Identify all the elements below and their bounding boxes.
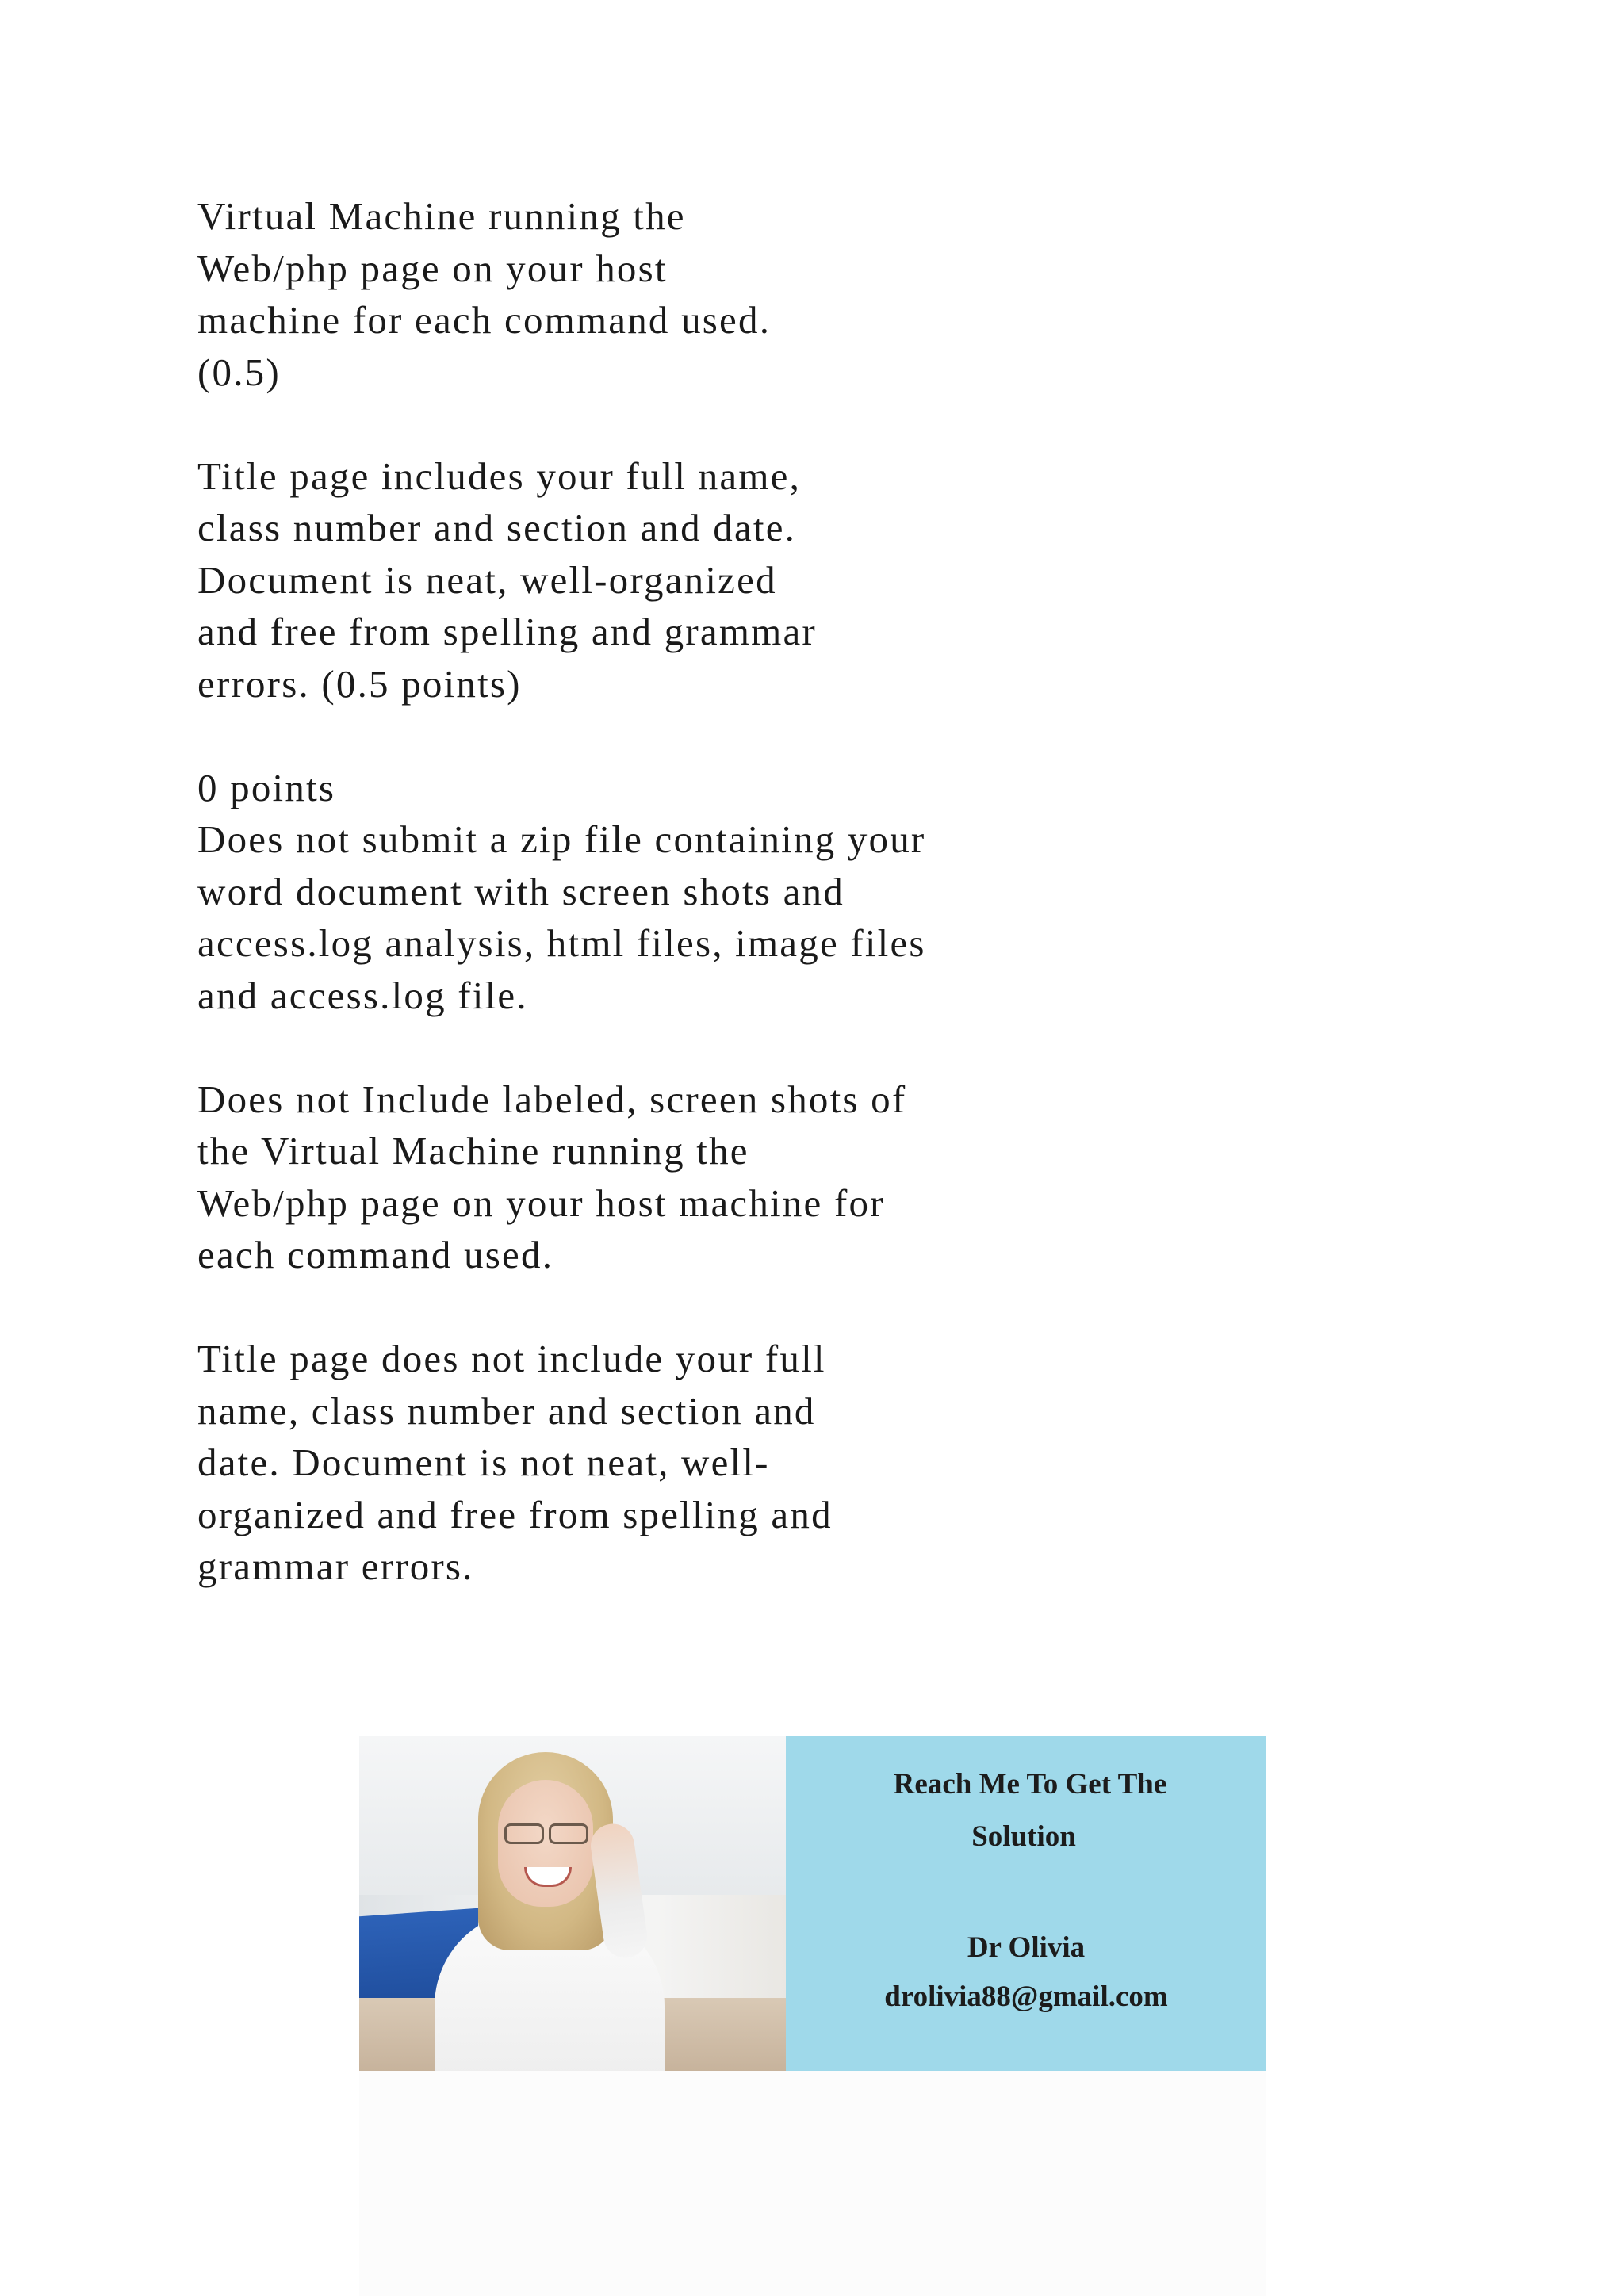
glasses-icon bbox=[504, 1823, 587, 1841]
text-line: Title page does not include your full bbox=[197, 1337, 826, 1380]
text-line: (0.5) bbox=[197, 350, 281, 394]
text-line: word document with screen shots and bbox=[197, 869, 845, 913]
text-line: machine for each command used. bbox=[197, 298, 772, 342]
text-line: Document is neat, well-organized bbox=[197, 557, 777, 602]
woman-photo bbox=[359, 1736, 786, 2071]
paragraph bbox=[197, 450, 1070, 710]
paragraph bbox=[197, 1333, 1070, 1593]
text-line: Web/php page on your host bbox=[197, 246, 668, 290]
text-line: grammar errors. bbox=[197, 1544, 474, 1588]
text-line: access.log analysis, html files, image files bbox=[197, 921, 926, 965]
text-line: organized and free from spelling and bbox=[197, 1492, 833, 1536]
advert-heading-line1: Reach Me To Get The bbox=[893, 1768, 1167, 1800]
text-line: 0 points bbox=[197, 765, 336, 809]
paragraph bbox=[197, 1073, 1070, 1281]
text-line: class number and section and date. bbox=[197, 506, 797, 549]
text-line: and free from spelling and grammar bbox=[197, 610, 817, 653]
contact-name: Dr Olivia bbox=[967, 1931, 1086, 1964]
advert-heading-line2: Solution bbox=[971, 1820, 1076, 1853]
text-line: date. Document is not neat, well- bbox=[197, 1441, 770, 1484]
text-line: each command used. bbox=[197, 1233, 554, 1276]
text-line: errors. (0.5 points) bbox=[197, 661, 522, 706]
text-line: Web/php page on your host machine for bbox=[197, 1181, 885, 1225]
contact-email[interactable]: drolivia88@gmail.com bbox=[884, 1980, 1168, 2013]
text-line: the Virtual Machine running the bbox=[197, 1129, 749, 1173]
text-line: Does not Include labeled, screen shots of bbox=[197, 1077, 907, 1121]
text-line: name, class number and section and bbox=[197, 1388, 816, 1433]
contact-panel bbox=[786, 1736, 1266, 2071]
blank-image-area bbox=[359, 2071, 1266, 2296]
text-line: Title page includes your full name, bbox=[197, 453, 802, 498]
contact-advert-banner bbox=[359, 1736, 1266, 2071]
text-line: and access.log file. bbox=[197, 973, 528, 1017]
paragraph bbox=[197, 190, 1070, 398]
text-line: Virtual Machine running the bbox=[197, 194, 686, 238]
paragraph bbox=[197, 762, 1070, 1022]
text-line: Does not submit a zip file containing your bbox=[197, 817, 926, 861]
document-body bbox=[197, 190, 1070, 1644]
